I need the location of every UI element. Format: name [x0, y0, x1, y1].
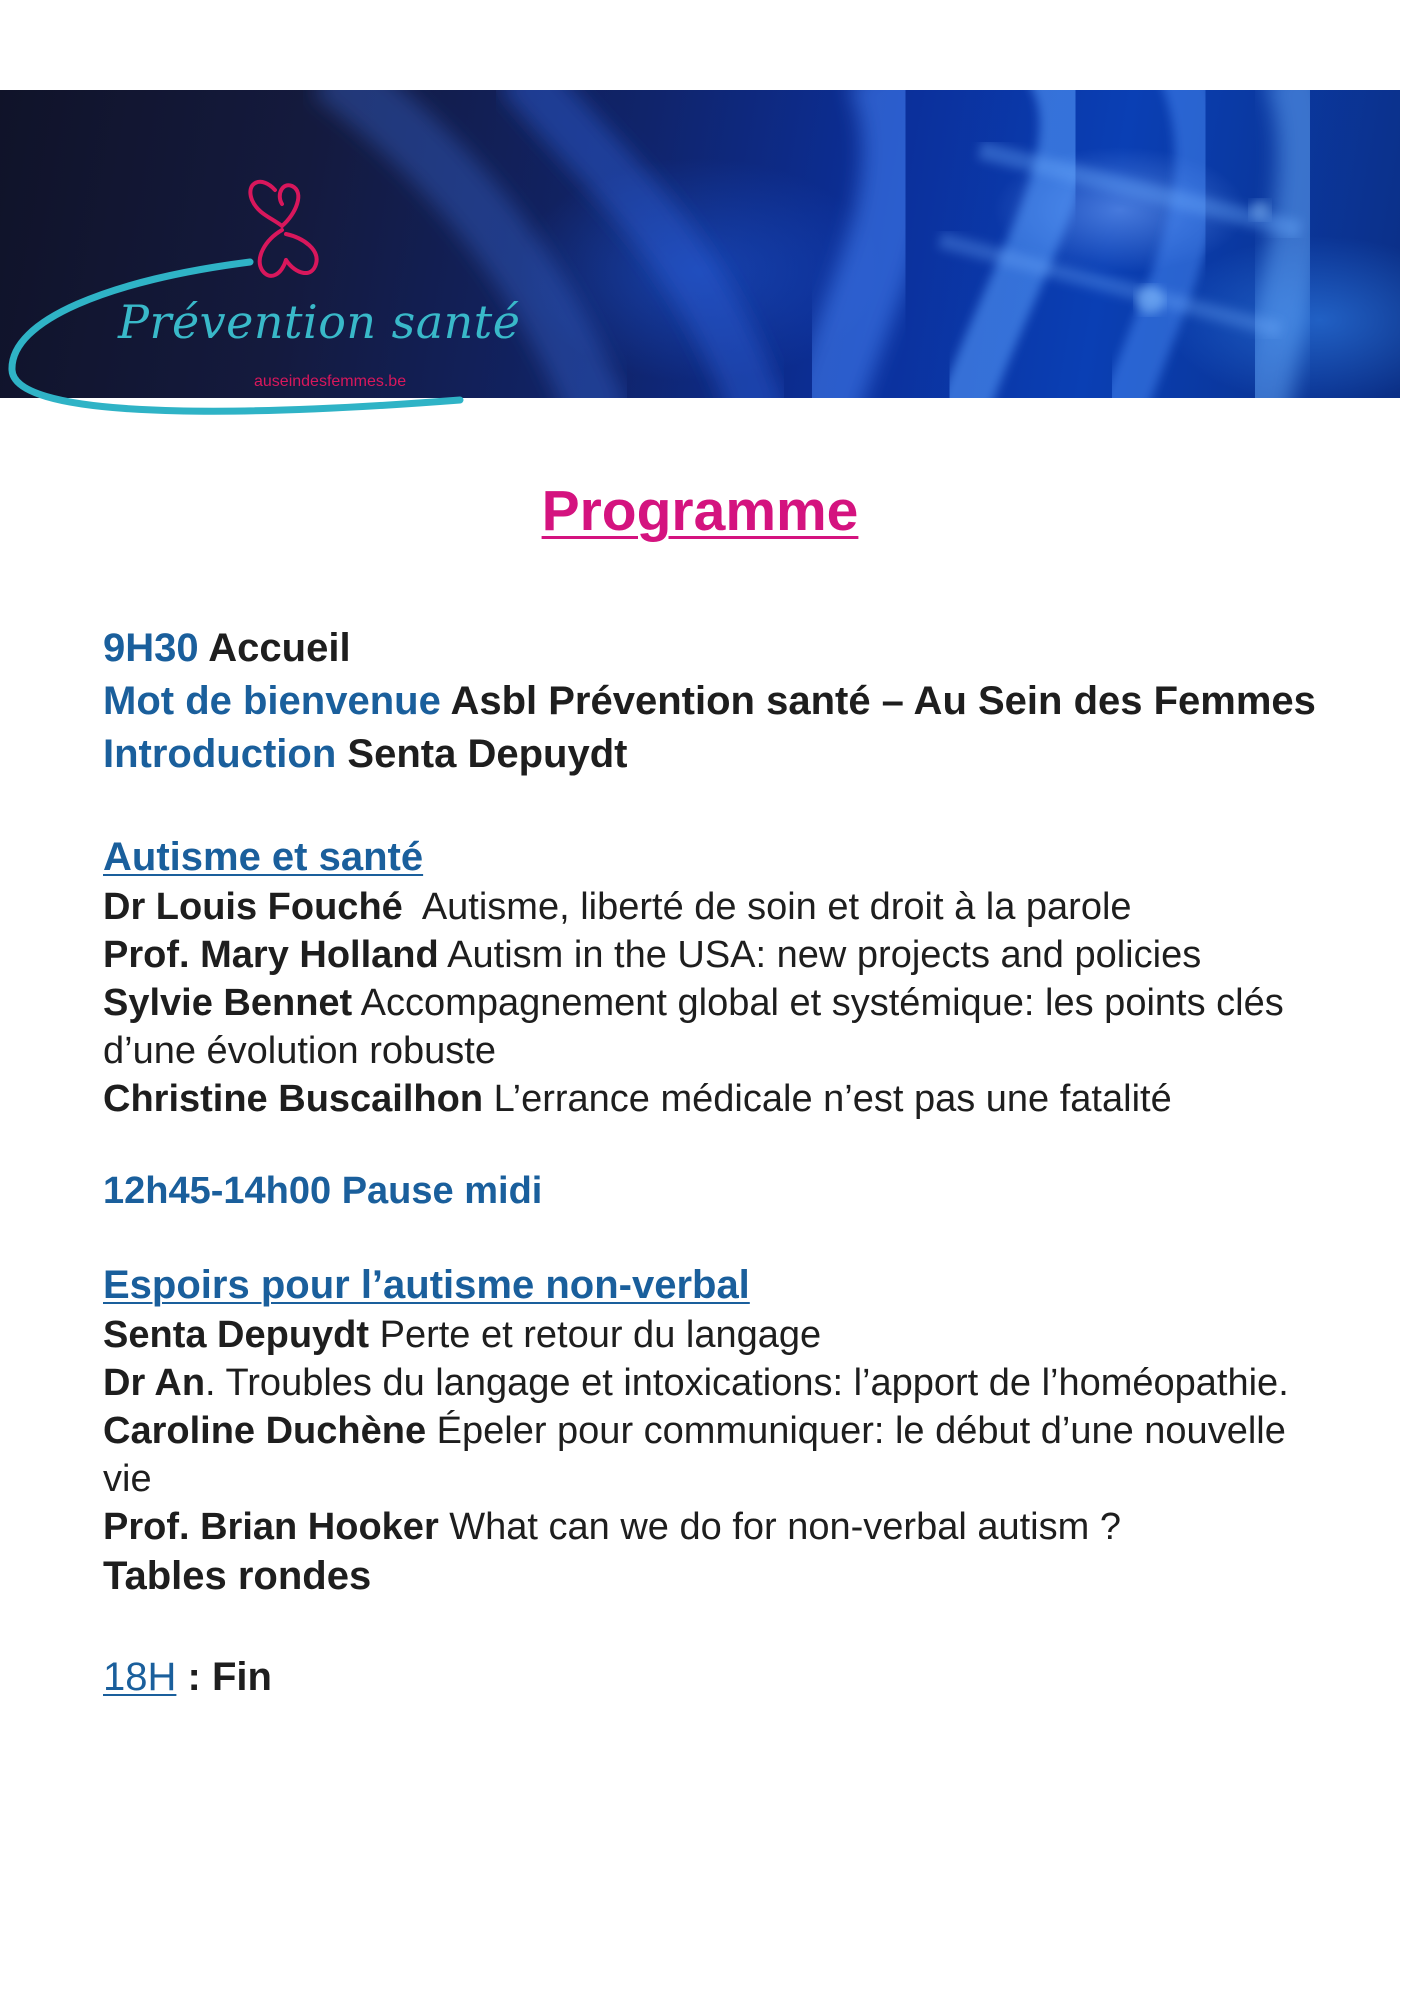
speaker-name: Senta Depuydt — [103, 1314, 370, 1356]
talk-topic: Perte et retour du langage — [369, 1314, 822, 1356]
talk-topic: Autism in the USA: new projects and policies — [438, 934, 1202, 976]
opening-item — [103, 675, 1333, 728]
talk-item — [103, 1075, 1333, 1123]
section-heading: Autisme et santé — [103, 835, 424, 879]
talk-topic: . Troubles du langage et intoxications: l’apport de l’homéopathie. — [205, 1362, 1289, 1404]
talk-item — [103, 883, 1333, 931]
speaker-name: Prof. Brian Hooker — [103, 1506, 439, 1548]
lunch-break: 12h45-14h00 Pause midi — [103, 1170, 543, 1212]
logo-url: auseindesfemmes.be — [254, 373, 407, 390]
opening-text: Senta Depuydt — [347, 732, 628, 776]
talk-topic: L’errance médicale n’est pas une fatalité — [483, 1078, 1172, 1120]
opening-text: Accueil — [208, 626, 351, 670]
end-item — [103, 1651, 1333, 1704]
teal-swoosh-graphic — [0, 250, 480, 430]
talk-item — [103, 931, 1333, 979]
speaker-name: Prof. Mary Holland — [103, 934, 439, 976]
section-heading: Espoirs pour l’autisme non-verbal — [103, 1263, 750, 1307]
speaker-name: Dr An — [103, 1362, 206, 1404]
opening-label: Mot de bienvenue — [103, 679, 441, 723]
end-time: 18H — [103, 1655, 177, 1699]
talk-item — [103, 1359, 1333, 1407]
speaker-name: Dr Louis Fouché — [103, 886, 403, 928]
programme-content — [103, 622, 1333, 1704]
talk-item — [103, 979, 1333, 1075]
talk-topic: What can we do for non-verbal autism ? — [438, 1506, 1121, 1548]
talk-topic: Épeler pour communiquer: le début d’une nouvelle vie — [103, 1410, 1297, 1500]
end-text: : Fin — [176, 1655, 272, 1699]
opening-label: Introduction — [103, 732, 337, 776]
opening-text: Asbl Prévention santé – Au Sein des Femmes — [450, 679, 1316, 723]
round-tables: Tables rondes — [103, 1554, 372, 1598]
speaker-name: Caroline Duchène — [103, 1410, 427, 1452]
opening-item — [103, 728, 1333, 781]
talk-topic: Accompagnement global et systémique: les points clés d’une évolution robuste — [103, 982, 1295, 1072]
talk-item — [103, 1503, 1333, 1551]
opening-time: 9H30 — [103, 626, 199, 670]
talk-topic: Autisme, liberté de soin et droit à la parole — [402, 886, 1132, 928]
speaker-name: Sylvie Bennet — [103, 982, 353, 1024]
opening-item — [103, 622, 1333, 675]
talk-item — [103, 1311, 1333, 1359]
page-title: Programme — [541, 479, 859, 543]
logo-text: Prévention santé — [118, 295, 521, 349]
talk-item — [103, 1407, 1333, 1503]
speaker-name: Christine Buscailhon — [103, 1078, 484, 1120]
